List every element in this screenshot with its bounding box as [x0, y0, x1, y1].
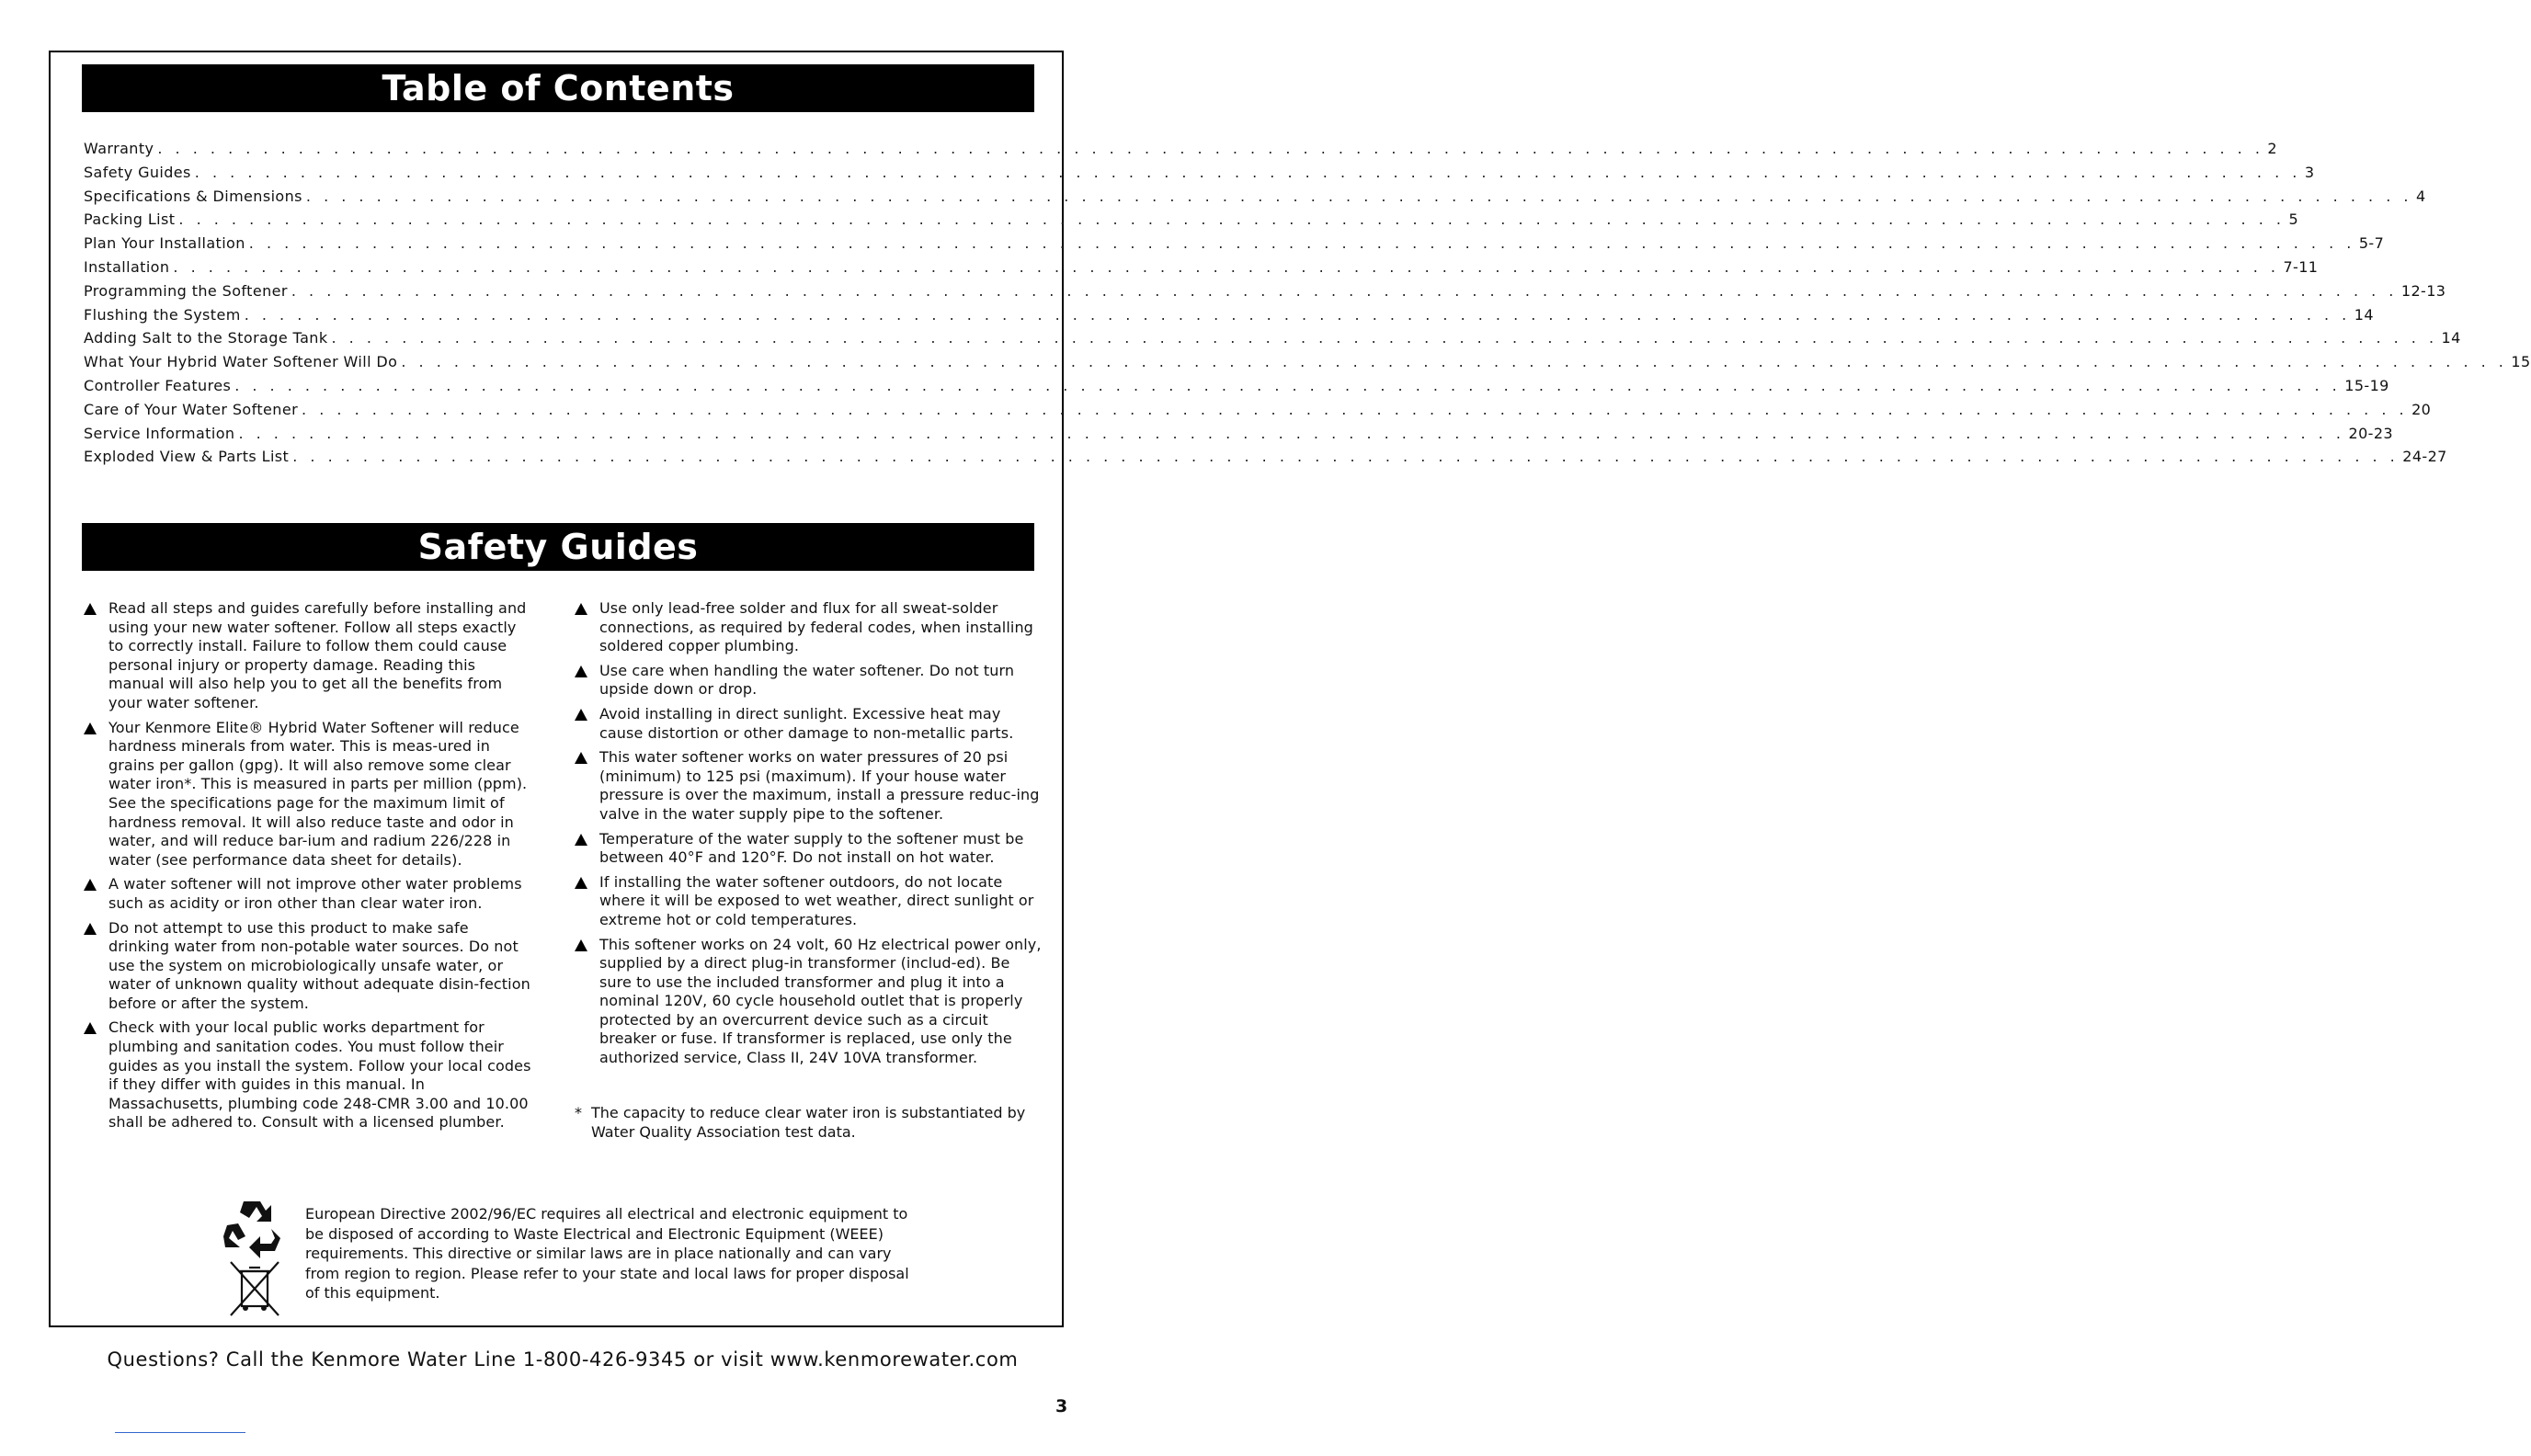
safety-list-left — [84, 599, 534, 1138]
toc-entry-title: Care of Your Water Softener — [84, 400, 299, 418]
weee-notice: European Directive 2002/96/EC requires all electrical and electronic equipment to be disposed of according to Waste Electrical and Electronic Equipment (WEEE) requirements. This directive or similar laws are in place nationally and can vary from region to region. Please refer to your state and local laws for proper disposal of this equipment. — [305, 1205, 909, 1302]
toc-leader-dots: . . . . . . . . . . . . . . . . . . . . . . . . . . . . . . . . . . . . . . . . . . . . . . . . . . . . . . . . . . . . . . . . . . . . . . . . . . . . . . . . . . . . . . . . . . . . . . . . . . . . . . . . . . . . . . . . . . . . . . . . — [173, 257, 2280, 276]
toc-entry-title: Flushing the System — [84, 305, 241, 324]
toc-entry-page: 5-7 — [2358, 234, 2385, 253]
warning-triangle-icon — [575, 665, 587, 677]
toc-entry-page: 2 — [2267, 140, 2278, 157]
safety-item — [575, 705, 1045, 743]
toc-entry-page: 20-23 — [2348, 424, 2393, 442]
warning-triangle-icon — [84, 1022, 97, 1034]
toc-entry-page: 15 — [2511, 353, 2531, 371]
safety-item — [575, 748, 1045, 824]
warning-triangle-icon — [84, 603, 97, 615]
warning-triangle-icon — [575, 939, 587, 951]
safety-item-text: Use only lead-free solder and flux for all sweat-solder connections, as required by federal codes, when installing soldered copper plumbing. — [599, 599, 1033, 655]
toc-entry-title: Packing List — [84, 210, 176, 229]
toc-leader-dots: . . . . . . . . . . . . . . . . . . . . . . . . . . . . . . . . . . . . . . . . . . . . . . . . . . . . . . . . . . . . . . . . . . . . . . . . . . . . . . . . . . . . . . . . . . . . . . . . . . . . . . . . . . . . . . . . . . . . . . . . — [248, 234, 2355, 253]
safety-item — [575, 662, 1045, 700]
safety-item-text: Do not attempt to use this product to make safe drinking water from non-potable water sources. Do not use the system on microbiologically unsafe water, or water of unknown quality without adequate disin-fection before or after the system. — [108, 918, 530, 1012]
warning-triangle-icon — [84, 923, 97, 935]
toc-leader-dots: . . . . . . . . . . . . . . . . . . . . . . . . . . . . . . . . . . . . . . . . . . . . . . . . . . . . . . . . . . . . . . . . . . . . . . . . . . . . . . . . . . . . . . . . . . . . . . . . . . . . . . . . . . . . . . . . . . . . . . . . — [157, 140, 2264, 157]
toc-heading: Table of Contents — [82, 64, 1034, 112]
toc-entry-title: Installation — [84, 257, 170, 276]
toc-entry-title: Controller Features — [84, 376, 232, 394]
toc-leader-dots: . . . . . . . . . . . . . . . . . . . . . . . . . . . . . . . . . . . . . . . . . . . . . . . . . . . . . . . . . . . . . . . . . . . . . . . . . . . . . . . . . . . . . . . . . . . . . . . . . . . . . . . . . . . . . . . . . . . . . . . . — [401, 353, 2508, 371]
toc-entry-title: Safety Guides — [84, 163, 191, 181]
toc-entry — [84, 398, 2432, 422]
toc-entry — [84, 326, 2461, 350]
toc-entry — [84, 445, 2447, 469]
safety-item-text: A water softener will not improve other water problems such as acidity or iron other than clear water iron. — [108, 875, 522, 912]
safety-item-text: Read all steps and guides carefully before installing and using your new water softener. Follow all steps exactly to correctly install. Failure to follow them could cause personal injury or property damage. Reading this manual will also help you to get all the benefits from your water softener. — [108, 599, 527, 711]
safety-item-text: Check with your local public works department for plumbing and sanitation codes. You must follow their guides as you install the system. Follow your local codes if they differ with guides in this manual. In Massachusetts, plumbing code 248-CMR 3.00 and 10.00 shall be adhered to. Consult with a licensed plumber. — [108, 1018, 531, 1132]
toc-entry-page: 14 — [2441, 329, 2461, 347]
warning-triangle-icon — [575, 603, 587, 615]
table-of-contents — [84, 137, 2531, 469]
toc-entry — [84, 256, 2319, 279]
warning-triangle-icon — [575, 752, 587, 764]
toc-leader-dots: . . . . . . . . . . . . . . . . . . . . . . . . . . . . . . . . . . . . . . . . . . . . . . . . . . . . . . . . . . . . . . . . . . . . . . . . . . . . . . . . . . . . . . . . . . . . . . . . . . . . . . . . . . . . . . . . . . . . . . . . — [331, 329, 2438, 347]
toc-entry-page: 12-13 — [2400, 281, 2446, 300]
toc-entry — [84, 303, 2374, 327]
toc-entry-page: 3 — [2304, 163, 2315, 181]
toc-entry-title: Plan Your Installation — [84, 234, 245, 253]
safety-list-right — [575, 599, 1045, 1074]
warning-triangle-icon — [575, 877, 587, 889]
toc-leader-dots: . . . . . . . . . . . . . . . . . . . . . . . . . . . . . . . . . . . . . . . . . . . . . . . . . . . . . . . . . . . . . . . . . . . . . . . . . . . . . . . . . . . . . . . . . . . . . . . . . . . . . . . . . . . . . . . . . . . . . . . . — [302, 400, 2409, 418]
toc-entry-page: 5 — [2288, 210, 2299, 229]
safety-item-text: If installing the water softener outdoors, do not locate where it will be exposed to wet weather, direct sunlight or extreme hot or cold temperatures. — [599, 872, 1034, 928]
toc-leader-dots: . . . . . . . . . . . . . . . . . . . . . . . . . . . . . . . . . . . . . . . . . . . . . . . . . . . . . . . . . . . . . . . . . . . . . . . . . . . . . . . . . . . . . . . . . . . . . . . . . . . . . . . . . . . . . . . . . . . . . . . . — [194, 163, 2301, 181]
safety-item — [575, 830, 1045, 868]
toc-entry-page: 7-11 — [2283, 257, 2319, 276]
safety-item — [575, 936, 1045, 1068]
footnote-text: The capacity to reduce clear water iron is substantiated by Water Quality Association test data. — [591, 1104, 1026, 1141]
link-underline — [115, 1432, 245, 1433]
safety-item-text: This water softener works on water pressures of 20 psi (minimum) to 125 psi (maximum). If your house water pressure is over the maximum, install a pressure reduc-ing valve in the water supply pipe to the softener. — [599, 748, 1040, 823]
footer-contact: Questions? Call the Kenmore Water Line 1-800-426-9345 or visit www.kenmorewater.com — [107, 1348, 1019, 1371]
safety-heading: Safety Guides — [82, 523, 1034, 571]
safety-item-text: Temperature of the water supply to the softener must be between 40°F and 120°F. Do not install on hot water. — [599, 829, 1024, 867]
warning-triangle-icon — [575, 709, 587, 721]
toc-entry-title: Programming the Softener — [84, 281, 288, 300]
warning-triangle-icon — [575, 834, 587, 846]
toc-entry-page: 20 — [2411, 400, 2432, 418]
footnote-mark: * — [575, 1104, 582, 1121]
toc-entry — [84, 350, 2531, 374]
footnote — [575, 1104, 1058, 1142]
safety-item — [84, 1018, 534, 1132]
toc-leader-dots: . . . . . . . . . . . . . . . . . . . . . . . . . . . . . . . . . . . . . . . . . . . . . . . . . . . . . . . . . . . . . . . . . . . . . . . . . . . . . . . . . . . . . . . . . . . . . . . . . . . . . . . . . . . . . . . . . . . . . . . . — [305, 187, 2412, 205]
toc-leader-dots: . . . . . . . . . . . . . . . . . . . . . . . . . . . . . . . . . . . . . . . . . . . . . . . . . . . . . . . . . . . . . . . . . . . . . . . . . . . . . . . . . . . . . . . . . . . . . . . . . . . . . . . . . . . . . . . . . . . . . . . . — [238, 424, 2345, 442]
toc-entry-title: Exploded View & Parts List — [84, 448, 290, 466]
toc-entry-page: 14 — [2354, 305, 2374, 324]
toc-entry — [84, 137, 2278, 161]
recycle-weee-icon — [223, 1198, 286, 1319]
safety-item — [84, 599, 534, 713]
safety-item — [84, 875, 534, 913]
safety-item — [575, 873, 1045, 930]
warning-triangle-icon — [84, 722, 97, 734]
toc-entry-title: Adding Salt to the Storage Tank — [84, 329, 328, 347]
toc-entry-title: Service Information — [84, 424, 235, 442]
safety-item — [84, 919, 534, 1014]
safety-item-text: Avoid installing in direct sunlight. Excessive heat may cause distortion or other damage to non-metallic parts. — [599, 704, 1014, 742]
safety-item — [84, 719, 534, 870]
toc-entry — [84, 208, 2299, 232]
toc-entry-title: Warranty — [84, 140, 154, 157]
toc-entry — [84, 422, 2393, 446]
toc-leader-dots: . . . . . . . . . . . . . . . . . . . . . . . . . . . . . . . . . . . . . . . . . . . . . . . . . . . . . . . . . . . . . . . . . . . . . . . . . . . . . . . . . . . . . . . . . . . . . . . . . . . . . . . . . . . . . . . . . . . . . . . . — [292, 448, 2400, 466]
toc-leader-dots: . . . . . . . . . . . . . . . . . . . . . . . . . . . . . . . . . . . . . . . . . . . . . . . . . . . . . . . . . . . . . . . . . . . . . . . . . . . . . . . . . . . . . . . . . . . . . . . . . . . . . . . . . . . . . . . . . . . . . . . . — [178, 210, 2286, 229]
warning-triangle-icon — [84, 879, 97, 891]
safety-item-text: Your Kenmore Elite® Hybrid Water Softener will reduce hardness minerals from water. This is meas-ured in grains per gallon (gpg). It will also remove some clear water iron*. This is measured in parts per million (ppm). See the specifications page for the maximum limit of hardness removal. It will also reduce taste and odor in water, and will reduce bar-ium and radium 226/228 in water (see performance data sheet for details). — [108, 718, 528, 869]
toc-entry — [84, 185, 2426, 209]
toc-leader-dots: . . . . . . . . . . . . . . . . . . . . . . . . . . . . . . . . . . . . . . . . . . . . . . . . . . . . . . . . . . . . . . . . . . . . . . . . . . . . . . . . . . . . . . . . . . . . . . . . . . . . . . . . . . . . . . . . . . . . . . . . — [244, 305, 2351, 324]
toc-entry-page: 4 — [2415, 187, 2426, 205]
page-number: 3 — [1055, 1396, 1068, 1416]
toc-leader-dots: . . . . . . . . . . . . . . . . . . . . . . . . . . . . . . . . . . . . . . . . . . . . . . . . . . . . . . . . . . . . . . . . . . . . . . . . . . . . . . . . . . . . . . . . . . . . . . . . . . . . . . . . . . . . . . . . . . . . . . . . — [234, 376, 2342, 394]
toc-entry — [84, 161, 2315, 185]
safety-item-text: This softener works on 24 volt, 60 Hz electrical power only, supplied by a direct plug-in transformer (includ-ed). Be sure to use the included transformer and plug it into a nominal 120V, 60 cycle household outlet that is properly protected by an overcurrent device such as a circuit breaker or fuse. If transformer is replaced, use only the authorized service, Class II, 24V 10VA transformer. — [599, 935, 1042, 1067]
toc-entry-page: 15-19 — [2344, 376, 2389, 394]
toc-leader-dots: . . . . . . . . . . . . . . . . . . . . . . . . . . . . . . . . . . . . . . . . . . . . . . . . . . . . . . . . . . . . . . . . . . . . . . . . . . . . . . . . . . . . . . . . . . . . . . . . . . . . . . . . . . . . . . . . . . . . . . . . — [291, 281, 2398, 300]
toc-entry — [84, 232, 2385, 256]
toc-entry-page: 24-27 — [2402, 448, 2447, 466]
toc-entry-title: Specifications & Dimensions — [84, 187, 302, 205]
toc-entry — [84, 374, 2389, 398]
toc-entry-title: What Your Hybrid Water Softener Will Do — [84, 353, 398, 371]
safety-item — [575, 599, 1045, 656]
toc-entry — [84, 279, 2446, 303]
safety-item-text: Use care when handling the water softener. Do not turn upside down or drop. — [599, 661, 1015, 699]
